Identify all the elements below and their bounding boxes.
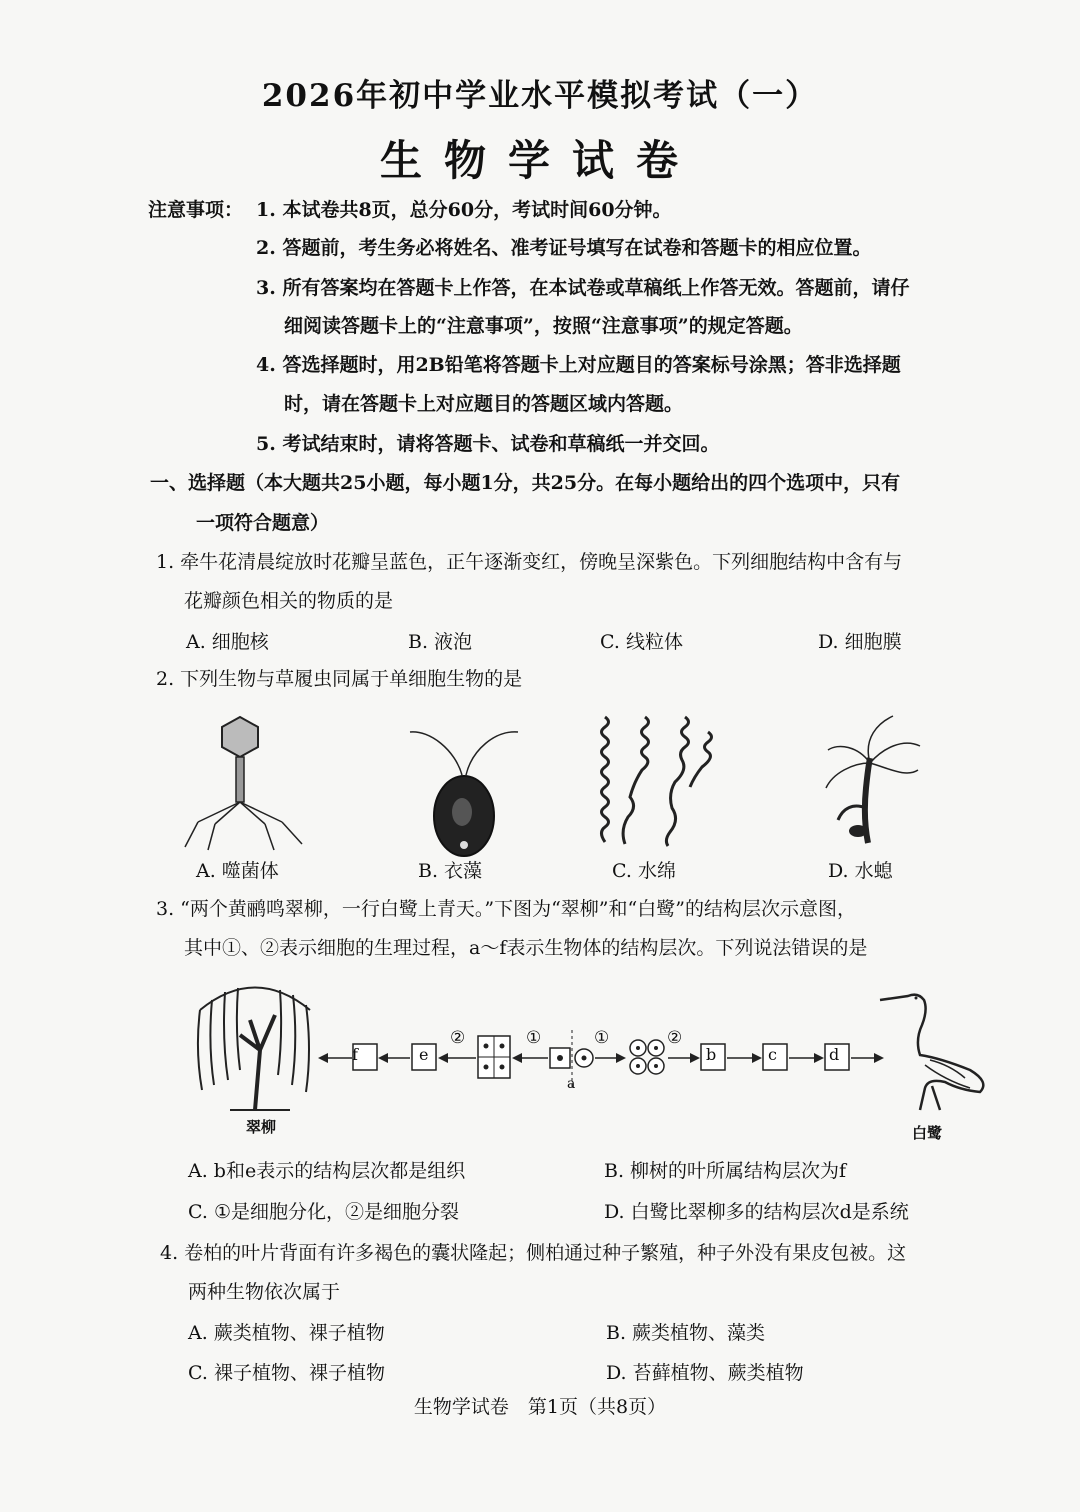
section-heading: 一、选择题（本大题共25小题，每小题1分，共25分。在每小题给出的四个选项中，只有	[150, 472, 901, 494]
q2-option-a: A. 噬菌体	[196, 860, 279, 882]
structure-level-diagram	[180, 970, 1010, 1150]
q1-option-c: C. 线粒体	[600, 631, 683, 653]
q2-option-c: C. 水绵	[612, 860, 676, 882]
q3-option-a: A. b和e表示的结构层次都是组织	[188, 1160, 466, 1182]
chlamydomonas-image	[400, 720, 530, 860]
egret-label: 白鹭	[912, 1124, 943, 1142]
q1-stem-cont: 花瓣颜色相关的物质的是	[184, 590, 394, 612]
q4-option-b: B. 蕨类植物、藻类	[606, 1322, 766, 1344]
q4-stem-cont: 两种生物依次属于	[188, 1281, 341, 1303]
willow-label: 翠柳	[246, 1118, 277, 1136]
q3-option-b: B. 柳树的叶所属结构层次为f	[604, 1160, 847, 1182]
q2-stem: 2. 下列生物与草履虫同属于单细胞生物的是	[156, 668, 523, 690]
q4-stem: 4. 卷柏的叶片背面有许多褐色的囊状隆起；侧柏通过种子繁殖，种子外没有果皮包被。这	[160, 1242, 907, 1264]
willow-image	[198, 988, 310, 1111]
q4-option-a: A. 蕨类植物、裸子植物	[188, 1322, 385, 1344]
q1-option-d: D. 细胞膜	[818, 631, 902, 653]
process-2-left: ②	[450, 1028, 466, 1048]
q2-option-b: B. 衣藻	[418, 860, 483, 882]
q3-stem: 3. “两个黄鹂鸣翠柳，一行白鹭上青天。”下图为“翠柳”和“白鹭”的结构层次示意图，	[156, 898, 856, 920]
notice-item-2: 2. 答题前，考生务必将姓名、准考证号填写在试卷和答题卡的相应位置。	[256, 237, 872, 259]
section-heading-cont: 一项符合题意）	[196, 512, 330, 534]
exam-title: 2026年初中学业水平模拟考试（一）	[261, 78, 819, 114]
notice-label: 注意事项：	[148, 199, 244, 221]
q1-stem: 1. 牵牛花清晨绽放时花瓣呈蓝色，正午逐渐变红，傍晚呈深紫色。下列细胞结构中含有与	[156, 551, 903, 573]
notice-item-5: 5. 考试结束时，请将答题卡、试卷和草稿纸一并交回。	[256, 433, 720, 455]
process-2-right: ②	[667, 1028, 683, 1048]
q3-stem-cont: 其中①、②表示细胞的生理过程，a～f表示生物体的结构层次。下列说法错误的是	[184, 937, 868, 959]
box-c: c	[768, 1045, 777, 1064]
process-1-left: ①	[526, 1028, 542, 1048]
notice-item-4: 4. 答选择题时，用2B铅笔将答题卡上对应题目的答案标号涂黑；答非选择题	[256, 354, 901, 376]
q1-option-a: A. 细胞核	[186, 631, 269, 653]
box-b: b	[706, 1045, 717, 1064]
egret-image	[880, 995, 983, 1110]
page-footer: 生物学试卷 第1页（共8页）	[413, 1396, 667, 1418]
q2-option-d: D. 水螅	[828, 860, 893, 882]
notice-item-3-cont: 细阅读答题卡上的“注意事项”，按照“注意事项”的规定答题。	[284, 315, 803, 337]
box-d: d	[829, 1045, 840, 1064]
box-e: e	[419, 1045, 429, 1064]
hydra-image	[808, 708, 938, 853]
q3-option-d: D. 白鹭比翠柳多的结构层次d是系统	[604, 1201, 909, 1223]
q4-option-d: D. 苔藓植物、蕨类植物	[606, 1362, 804, 1384]
box-f: f	[352, 1045, 358, 1064]
exam-subtitle: 生物学试卷	[379, 136, 700, 185]
q1-option-b: B. 液泡	[408, 631, 473, 653]
spirogyra-image	[590, 712, 730, 852]
notice-item-1: 1. 本试卷共8页，总分60分，考试时间60分钟。	[256, 199, 672, 221]
notice-item-4-cont: 时，请在答题卡上对应题目的答题区域内答题。	[284, 393, 684, 415]
q4-option-c: C. 裸子植物、裸子植物	[188, 1362, 385, 1384]
process-1-right: ①	[594, 1028, 610, 1048]
q3-option-c: C. ①是细胞分化，②是细胞分裂	[188, 1201, 459, 1223]
notice-item-3: 3. 所有答案均在答题卡上作答，在本试卷或草稿纸上作答无效。答题前，请仔	[256, 277, 910, 299]
cell-label-a: a	[567, 1076, 576, 1092]
bacteriophage-image	[180, 712, 310, 852]
